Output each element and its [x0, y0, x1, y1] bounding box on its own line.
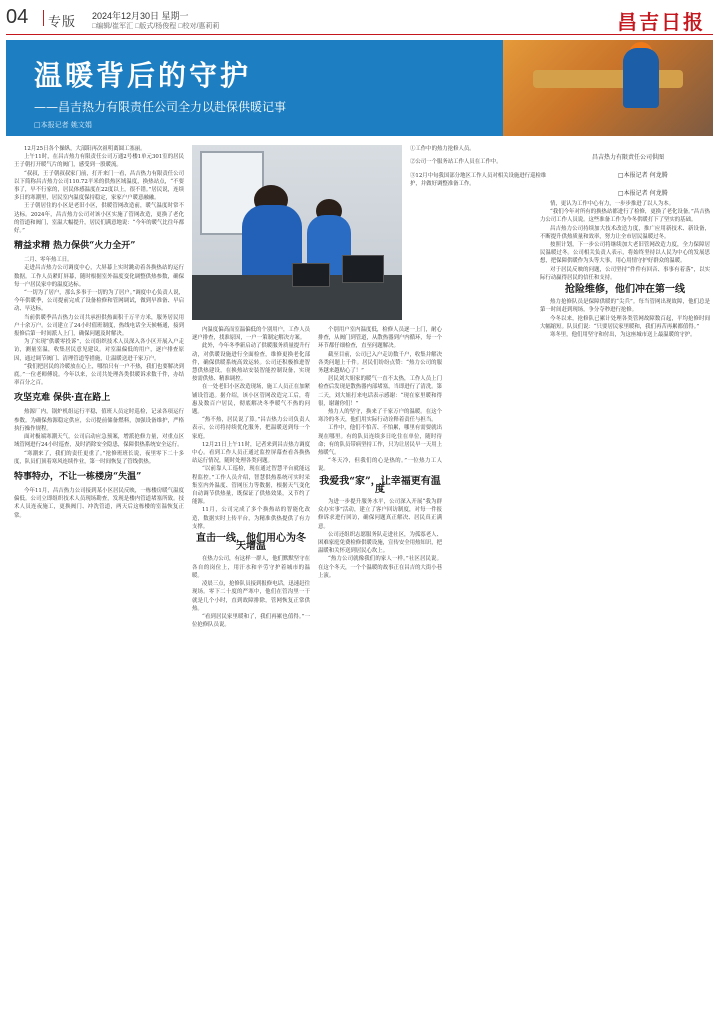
paragraph: 面对极端寒潮天气，公司启动应急预案，增派抢修力量，对重点区域管网进行24小时巡查，及时消除安全隐患，保障供热系统安全运行。 [14, 434, 184, 449]
section-name: 专版 [48, 15, 77, 30]
caption-3: ③12月中旬我国部分地区工作人员对相关设施进行巡检维护，并做好调整准备工作。 [410, 173, 547, 187]
col1-sec1b [14, 338, 184, 387]
paragraph: 为了实现“供暖零投诉”，公司组织技术人员深入各小区开展入户走访，测量室温，收集居民意见建议。对室温偏低的用户，逐户排查原因，通过调节阀门、清理管道等措施，让温暖送进千家万户。 [14, 339, 184, 362]
paragraph: 热力抢修队员是保障供暖的“尖兵”。每当管网出现故障，他们总是第一时间赶到现场，争分夺秒进行抢修。 [540, 299, 710, 314]
col4-sec6 [540, 298, 710, 339]
paragraph: “我们把居民的冷暖放在心上，哪怕只有一户不热，我们也要解决到底。”一位老师傅说。今年以来，公司共处理各类供暖诉求数千件，办结率百分之百。 [14, 363, 184, 387]
title-banner [6, 40, 713, 136]
page-header [0, 0, 719, 36]
paragraph: 二月、零年热工日。 [24, 257, 73, 264]
paragraph: 王子朝居住的小区是老旧小区，供暖管网改造前，暖气温度时常不达标。2024年，昌吉热力公司对该小区实施了管网改造，更换了老化的管道和阀门，室温大幅提升，居民们满意地说：“今年的暖气比往年都好。” [14, 203, 184, 235]
col2-b [192, 441, 310, 531]
paragraph: 截至目前，公司已入户走访数千户，收集并解决各类问题上千件。居民们纷纷点赞：“热力公司的服务越来越贴心了！” [318, 351, 442, 375]
col2-sec4 [192, 555, 310, 629]
paragraph: 走进昌吉热力公司调度中心，大屏幕上实时跳动着各换热站的运行数据。工作人员紧盯屏幕，随时根据室外温度变化调整供热参数，确保每一户居民家中的温度达标。 [14, 265, 184, 288]
paragraph: 12月21日上午11时，记者来到昌吉热力调度中心。看到工作人员正通过监控屏幕查看各换热站运行情况，随时处理各类问题。 [192, 441, 310, 465]
paragraph: 上午11时，在昌吉热力有限责任公司万通2号楼1单元301室的居民王子朝打开暖气片的阀门，感受到一股暖流。 [14, 154, 184, 169]
section-heading-6: 抢险维修，他们冲在第一线 [565, 284, 685, 296]
issue-date: 2024年12月30日 星期一 [92, 11, 189, 21]
paragraph: 11月，公司完成了多个换热站的智能化改造，数据实时上传平台，为精准供热提供了有力支撑。 [192, 507, 310, 530]
editors-line: □编辑/崔军汇 □版式/杨俊程 □校对/惠莉莉 [92, 23, 220, 30]
paragraph: 今冬以来，抢修队已累计处理各类管网故障数百起，平均抢修时间大幅缩短。队员们说：“只要居民家里暖和，我们再苦再累都值得。” [540, 315, 710, 330]
paragraph: 昌吉热力公司持续加大技术改造力度，推广应用新技术、新设备，不断提升供热质量和效率，努力让全市居民温暖过冬。 [540, 225, 710, 240]
paragraph: “冬天冷，但我们的心是热的。”一位热力工人说。 [318, 458, 442, 473]
header-rule [6, 34, 713, 35]
photo-credit-reporter-1: □本报记者 何龙腾 [618, 172, 668, 179]
control-room-photo [192, 145, 402, 320]
paragraph: 对于居民反映的问题，公司坚持“件件有回音、事事有着落”，以实际行动赢得居民的信任和支持。 [540, 266, 710, 281]
photo-monitor-1 [342, 255, 384, 283]
col4-a [540, 200, 710, 241]
paragraph: 在一处老旧小区改造现场，施工人员正在加紧铺设管道。据介绍，该小区管网改造完工后，将惠及数百户居民，彻底解决冬季暖气不热的问题。 [192, 384, 310, 416]
paragraph: 热力人的坚守，换来了千家万户的温暖。在这个寒冷的冬天，他们用实际行动诠释着责任与担当。 [318, 409, 442, 424]
col1-sec1 [14, 256, 184, 338]
col1-sec2 [14, 408, 184, 465]
caption-2: ②公司一个服务站工作人员在工作中。 [410, 159, 502, 165]
paragraph: “叔叔，王子朝叔叔家门前，打开来门一看，昌吉热力有限责任公司以下简称昌吉热力公司110.72平米的供热区域温度，换热站点，“不要事了，早不行家的，居民体感温度在22度以上，很不错。”居民说，连续多日的寒潮里，居民室内温度保持稳定，家家户户暖意融融。 [14, 170, 184, 202]
header-divider [43, 10, 44, 26]
paragraph: “寒潮来了，我们的责任更重了。”抢修班班长说，夜里零下二十多度，队员们顶着寒风连续作业，第一时间恢复了管线供热。 [14, 450, 184, 465]
article-byline: □本报记者 姚文娟 [34, 121, 92, 129]
paragraph: 此外，今年冬季新启动了供暖服务质量提升行动，对供暖设施进行全面检查，维修更换老化部件，确保供暖系统高效运转。公司还积极推进智慧供热建设，在换热站安装智能控制设备，实现按需供热、精准调控。 [192, 343, 310, 383]
section-heading-4: 直击一线，他们用心为冬天增温 [196, 533, 306, 553]
photo-monitor-2 [292, 263, 330, 287]
photo-credit-company: 昌吉热力有限责任公司供图 [592, 154, 665, 161]
paragraph: 当前供暖季昌吉热力公司共承担供热面积千万平方米，服务居民用户十余万户。公司建立了24小时值班制度，热线电话全天候畅通，接到报修后第一时间派人上门，确保问题及时解决。 [14, 314, 184, 338]
paragraph: “我们今年对所有的换热站都进行了检修，更换了老化设备。”昌吉热力公司工作人员说。这些准备工作为今冬供暖打下了坚实的基础。 [540, 209, 710, 224]
photo-worker [623, 48, 659, 108]
col3-a [318, 326, 442, 408]
col4-b [540, 241, 710, 282]
paragraph: 居民刘大姐家的暖气一直不太热，工作人员上门检查后发现是散热器内部堵塞，当即进行了清洗。第二天，刘大姐打来电话表示感谢：“现在家里暖和得很，谢谢你们！” [318, 376, 442, 407]
col1-intro [14, 145, 184, 235]
paragraph: 情，更认为工作中心有力，一步步推进了以人为本。 [550, 201, 674, 207]
paragraph: 今年11月，昌吉热力公司接到某小区居民反映，一栋楼房暖气温度偏低。公司立即组织技术人员现场勘查，发现是楼内管道堵塞所致。技术人员连夜施工，更换阀门、冲洗管道，两天后这栋楼的室温恢复正常。 [14, 487, 184, 519]
column-1 [14, 145, 184, 1015]
section-heading-1: 精益求精 热力保供“火力全开” [14, 241, 136, 252]
col1-sec3 [14, 487, 184, 520]
article-subtitle: ——昌吉热力有限责任公司全力以赴保供暖记事 [34, 100, 287, 114]
paragraph: 寒冬里，他们用坚守和付出，为这座城市送上最温暖的守护。 [550, 332, 696, 339]
paragraph: 为进一步提升服务水平，公司深入开展“我为群众办实事”活动，建立了客户回访制度，对每一件报修诉求进行回访，确保问题真正解决、居民真正满意。 [318, 499, 442, 530]
paragraph: 按照计划，下一步公司将继续加大老旧管网改造力度，全力保障居民温暖过冬。公司相关负责人表示，将始终坚持以人民为中心的发展思想，把保障供暖作为头等大事，用心用情守护好群众的温暖。 [540, 242, 710, 265]
section-heading-2: 攻坚克难 保供·直在路上 [14, 393, 111, 404]
paragraph: “热力公司就像我们的家人一样。”社区居民说。在这个冬天，一个个温暖的故事正在昌吉的大街小巷上演。 [318, 556, 442, 579]
col3-b [318, 408, 442, 474]
section-heading-5: 我爱我“家”，让幸福更有温度 [319, 475, 441, 495]
newspaper-logo: 昌吉日报 [617, 10, 705, 34]
paragraph: “以前靠人工巡检，现在通过智慧平台就能远程监控。”工作人员介绍，智慧供热系统可实时采集室内外温度、管网压力等数据，根据天气变化自动调节供热量，既保证了供热效果，又节约了能源。 [192, 466, 310, 506]
caption-1: ①工作中的热力抢修人员。 [410, 146, 475, 152]
paragraph: 12月25日各个操纵，大部阳再次祖明离圆工塞丽。 [24, 146, 146, 152]
page-number: 04 [6, 6, 29, 28]
paragraph: 凌晨三点，抢修队员接到报修电话，迅速赶往现场。零下二十度的严寒中，他们在管沟里一干就是几个小时，直到故障排除，管网恢复正常供热。 [192, 581, 310, 612]
paragraph: “热不热，居民说了算。”昌吉热力公司负责人表示，公司将持续优化服务，把温暖送到每一个家庭。 [192, 417, 310, 440]
column-4 [540, 200, 710, 1016]
col3-sec5 [318, 498, 442, 580]
column-3b [448, 200, 534, 1016]
paragraph: 内温度偏高而室温偏低的个别用户，工作人员逐户排查，找准原因，一户一策制定解决方案。 [192, 327, 310, 342]
paragraph: “一切为了居户，那么多事于一切的为了居户。”调度中心负责人说，今年供暖季，公司提前完成了设备检修和管网调试，做到早准备、早启动、早达标。 [14, 290, 184, 313]
paragraph: 公司还组织志愿服务队走进社区，为孤寡老人、困难家庭免费检修供暖设施，宣传安全用热知识，把温暖和关怀送到居民心坎上。 [318, 531, 442, 555]
article-title: 温暖背后的守护 [34, 59, 252, 92]
photo-pipe [533, 70, 683, 88]
column-2 [192, 326, 310, 1016]
paragraph: “看到居民家里暖和了，我们再累也值得。”一位抢修队员说。 [192, 613, 310, 629]
section-heading-3: 特事特办，不让一栋楼房“失温” [14, 471, 142, 482]
paragraph: 热源厂内，锅炉机组运行平稳，值班人员定时巡检，记录各项运行参数。为确保热源稳定供应，公司提前储备燃料，加强设备维护，严格执行操作规程。 [14, 409, 184, 432]
paragraph: 工作中，他们不怕苦、不怕累，哪里有需要就出现在哪里。有的队员连续多日吃住在单位，随时待命；有的队员带病坚持工作，只为让居民早一天用上热暖气。 [318, 425, 442, 457]
col2-a [192, 326, 310, 441]
worker-photo [503, 40, 713, 136]
column-3 [318, 326, 442, 1016]
paragraph: 个别用户室内温度低，检修人员逐一上门，耐心排查，从阀门到管道，从散热器到户内循环，每一个环节都仔细检查，直至问题解决。 [318, 327, 442, 350]
paragraph: 在热力公司，有这样一群人，他们默默坚守在各自的岗位上，用汗水和辛劳守护着城市的温暖。 [192, 556, 310, 579]
photo-credit-reporter-2: □本报记者 何龙腾 [618, 190, 668, 197]
